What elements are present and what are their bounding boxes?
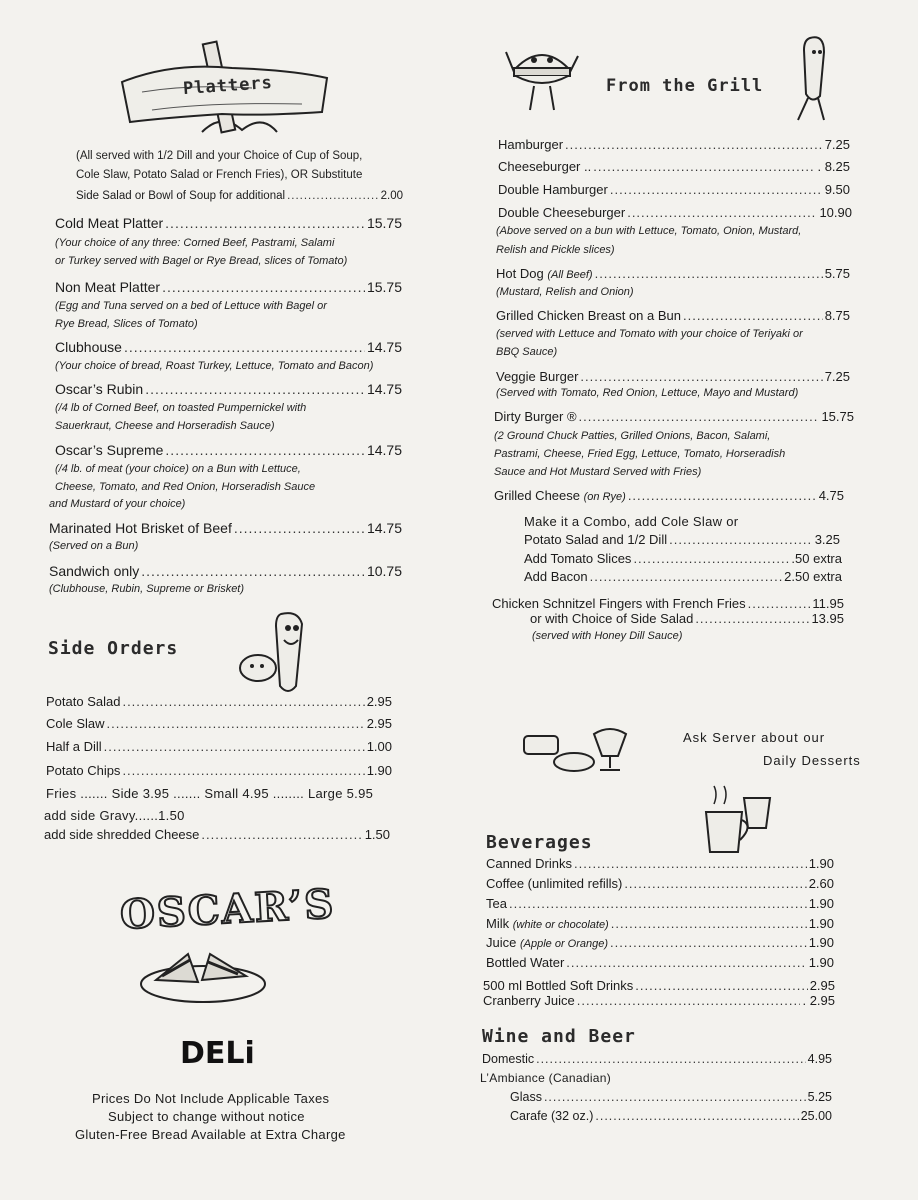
item-label: or with Choice of Side Salad bbox=[530, 611, 694, 626]
item-label: Sandwich only bbox=[49, 563, 140, 579]
beverages-title: Beverages bbox=[486, 832, 593, 853]
item-label: Cold Meat Platter bbox=[55, 215, 164, 231]
menu-item bbox=[486, 856, 834, 871]
item-price: 11.95 bbox=[812, 596, 844, 611]
menu-item bbox=[46, 739, 392, 754]
pickle-mascot-illustration bbox=[236, 606, 316, 696]
menu-item bbox=[46, 694, 392, 709]
item-note: or Turkey served with Bagel or Rye Bread, slices of Tomato) bbox=[55, 255, 348, 267]
lambiance-line: L’Ambiance (Canadian) bbox=[480, 1071, 612, 1085]
item-label bbox=[496, 266, 593, 281]
item-price: 1.50 bbox=[364, 827, 390, 842]
item-label: Bottled Water bbox=[486, 955, 565, 970]
item-price: 1.90 bbox=[808, 955, 834, 970]
item-note: (Served with Tomato, Red Onion, Lettuce, Mayo and Mustard) bbox=[496, 387, 799, 399]
item-label-note: (All Beef) bbox=[547, 269, 593, 281]
menu-item bbox=[46, 763, 392, 778]
item-label: Double Cheeseburger bbox=[498, 205, 626, 220]
item-note: (Clubhouse, Rubin, Supreme or Brisket) bbox=[49, 583, 245, 595]
menu-item bbox=[55, 442, 402, 458]
item-label: Potato Chips bbox=[46, 763, 121, 778]
item-note: (Served on a Bun) bbox=[49, 540, 139, 552]
platters-intro-line: Cole Slaw, Potato Salad or French Fries), OR Substitute bbox=[76, 169, 363, 181]
platters-intro-row bbox=[76, 190, 403, 202]
grill-title: From the Grill bbox=[606, 76, 764, 96]
item-price: . 8.25 bbox=[817, 159, 850, 174]
menu-item bbox=[498, 205, 852, 220]
item-price: 2.95 bbox=[366, 694, 392, 709]
item-price: 14.75 bbox=[366, 520, 402, 536]
item-price: 2.50 extra bbox=[784, 569, 842, 584]
item-note: BBQ Sauce) bbox=[496, 346, 558, 358]
item-price: 4.75 bbox=[818, 488, 844, 503]
menu-item bbox=[496, 308, 850, 323]
item-note: (/4 lb. of meat (your choice) on a Bun with Lettuce, bbox=[55, 463, 301, 475]
item-label: Hamburger bbox=[498, 137, 564, 152]
item-label: Double Hamburger bbox=[498, 182, 608, 197]
item-label bbox=[486, 935, 608, 950]
item-label: Dirty Burger ® bbox=[494, 409, 577, 424]
combo-item bbox=[524, 532, 840, 547]
item-label-text: Grilled Cheese bbox=[494, 488, 580, 503]
item-note: (/4 lb of Corned Beef, on toasted Pumpernickel with bbox=[55, 402, 307, 414]
menu-item bbox=[483, 978, 835, 993]
item-note: Sauerkraut, Cheese and Horseradish Sauce) bbox=[55, 420, 275, 432]
menu-item bbox=[498, 137, 850, 152]
combo-line: Make it a Combo, add Cole Slaw or bbox=[524, 514, 739, 529]
footer-note: Gluten-Free Bread Available at Extra Charge bbox=[75, 1127, 346, 1142]
item-note: (Your choice of bread, Roast Turkey, Lettuce, Tomato and Bacon) bbox=[55, 360, 374, 372]
item-price: 1.90 bbox=[366, 763, 392, 778]
item-price: 5.75 bbox=[824, 266, 850, 281]
menu-item bbox=[494, 409, 854, 424]
item-note: Cheese, Tomato, and Red Onion, Horseradish Sauce bbox=[55, 481, 316, 493]
item-label: Potato Salad bbox=[46, 694, 121, 709]
menu-item bbox=[44, 827, 390, 842]
item-price: 8.75 bbox=[824, 308, 850, 323]
item-label: Side Salad or Bowl of Soup for additional bbox=[76, 190, 286, 202]
menu-item bbox=[46, 716, 392, 731]
burger-mascot-illustration bbox=[504, 38, 580, 122]
item-price: 2.95 bbox=[366, 716, 392, 731]
menu-item bbox=[510, 1090, 832, 1104]
item-label: Add Tomato Slices bbox=[524, 551, 632, 566]
platters-intro-line: (All served with 1/2 Dill and your Choice of Cup of Soup, bbox=[76, 150, 363, 162]
item-price: 25.00 bbox=[800, 1109, 832, 1123]
item-price: 1.90 bbox=[808, 916, 834, 931]
menu-item bbox=[486, 916, 834, 931]
menu-item bbox=[55, 215, 402, 231]
item-note: (Above served on a bun with Lettuce, Tomato, Onion, Mustard, bbox=[496, 225, 802, 237]
item-price: 13.95 bbox=[811, 611, 844, 626]
item-price: 7.25 bbox=[824, 369, 850, 384]
item-label-text: Hot Dog bbox=[496, 266, 544, 281]
desserts-line: Daily Desserts bbox=[763, 753, 861, 768]
item-label: Tea bbox=[486, 896, 507, 911]
item-price: .50 extra bbox=[791, 551, 842, 566]
item-price: 2.00 bbox=[380, 190, 403, 202]
item-note: and Mustard of your choice) bbox=[49, 498, 186, 510]
item-price: 3.25 bbox=[814, 532, 840, 547]
wine-title: Wine and Beer bbox=[482, 1026, 636, 1047]
item-label: Non Meat Platter bbox=[55, 279, 161, 295]
item-label: Potato Salad and 1/2 Dill bbox=[524, 532, 668, 547]
item-price: 15.75 bbox=[366, 279, 402, 295]
deli-logo-text: DELi bbox=[180, 1036, 255, 1071]
item-label: Veggie Burger bbox=[496, 369, 579, 384]
item-label: Cole Slaw bbox=[46, 716, 105, 731]
item-price: . 2.95 bbox=[802, 993, 835, 1008]
footer-note: Prices Do Not Include Applicable Taxes bbox=[92, 1091, 330, 1106]
item-label: Half a Dill bbox=[46, 739, 102, 754]
item-label: Coffee (unlimited refills) bbox=[486, 876, 623, 891]
item-label: Canned Drinks bbox=[486, 856, 572, 871]
oscars-logo-text: OSCAR’S bbox=[118, 880, 337, 939]
item-price: 1.90 bbox=[808, 856, 834, 871]
item-note: Sauce and Hot Mustard Served with Fries) bbox=[494, 466, 702, 478]
menu-item bbox=[49, 520, 402, 536]
item-price: 1.00 bbox=[366, 739, 392, 754]
menu-item bbox=[486, 935, 834, 950]
menu-item bbox=[496, 369, 850, 384]
item-label-text: Juice bbox=[486, 935, 517, 950]
desserts-line: Ask Server about our bbox=[683, 730, 826, 745]
item-note: (Egg and Tuna served on a bed of Lettuce with Bagel or bbox=[55, 300, 327, 312]
item-note: (2 Ground Chuck Patties, Grilled Onions, Bacon, Salami, bbox=[494, 430, 771, 442]
item-price: 14.75 bbox=[366, 339, 402, 355]
menu-item bbox=[486, 876, 834, 891]
item-price: 10.90 bbox=[819, 205, 852, 220]
item-label: add side shredded Cheese bbox=[44, 827, 200, 842]
item-label-note: (white or chocolate) bbox=[512, 919, 609, 931]
item-note: (served with Honey Dill Sauce) bbox=[532, 630, 683, 642]
item-price: 9.50 bbox=[824, 182, 850, 197]
menu-item bbox=[483, 993, 835, 1008]
item-note: Pastrami, Cheese, Fried Egg, Lettuce, Tomato, Horseradish bbox=[494, 448, 786, 460]
menu-item bbox=[498, 159, 850, 174]
item-price: 2.95 bbox=[809, 978, 835, 993]
menu-item bbox=[486, 896, 834, 911]
item-label-note: (Apple or Orange) bbox=[519, 938, 609, 950]
menu-item bbox=[492, 596, 844, 611]
item-label: Domestic bbox=[482, 1052, 535, 1066]
item-label: Clubhouse bbox=[55, 339, 122, 355]
item-label: Chicken Schnitzel Fingers with French Fries bbox=[492, 596, 746, 611]
item-price: 1.90 bbox=[808, 896, 834, 911]
hotdog-mascot-illustration bbox=[790, 32, 840, 124]
item-note: Rye Bread, Slices of Tomato) bbox=[55, 318, 198, 330]
item-label: Cranberry Juice bbox=[483, 993, 575, 1008]
item-price: 4.95 bbox=[807, 1052, 832, 1066]
menu-item bbox=[482, 1052, 832, 1066]
item-price: 5.25 bbox=[807, 1090, 832, 1104]
item-price: 2.60 bbox=[808, 876, 834, 891]
combo-item bbox=[524, 551, 842, 566]
item-note: (served with Lettuce and Tomato with your choice of Teriyaki or bbox=[496, 328, 803, 340]
item-price: 14.75 bbox=[366, 442, 402, 458]
menu-item bbox=[530, 611, 844, 626]
mugs-illustration bbox=[700, 782, 780, 858]
item-price: 15.75 bbox=[366, 215, 402, 231]
menu-item bbox=[55, 279, 402, 295]
menu-item bbox=[49, 563, 402, 579]
item-label: Glass bbox=[510, 1090, 542, 1104]
item-label: Cheeseburger .. bbox=[498, 159, 592, 174]
menu-item bbox=[496, 266, 850, 281]
item-label: Add Bacon bbox=[524, 569, 588, 584]
item-price: 7.25 bbox=[824, 137, 850, 152]
item-price: 1.90 bbox=[808, 935, 834, 950]
desserts-illustration bbox=[518, 722, 634, 782]
item-note: Relish and Pickle slices) bbox=[496, 244, 615, 256]
item-label-note: (on Rye) bbox=[583, 491, 626, 503]
menu-item bbox=[55, 339, 402, 355]
item-label: Oscar’s Supreme bbox=[55, 442, 164, 458]
item-label: Grilled Chicken Breast on a Bun bbox=[496, 308, 681, 323]
gravy-line: add side Gravy......1.50 bbox=[44, 808, 185, 823]
fries-line: Fries ....... Side 3.95 ....... Small 4.95 ........ Large 5.95 bbox=[46, 786, 374, 801]
platters-title: Platters bbox=[182, 72, 274, 100]
menu-item bbox=[498, 182, 850, 197]
item-label bbox=[494, 488, 626, 503]
item-price: 10.75 bbox=[366, 563, 402, 579]
combo-item bbox=[524, 569, 842, 584]
sandwich-plate-illustration bbox=[138, 944, 268, 1006]
item-label: Oscar’s Rubin bbox=[55, 381, 144, 397]
item-label: 500 ml Bottled Soft Drinks bbox=[483, 978, 634, 993]
item-price: 15.75 bbox=[821, 409, 854, 424]
item-label: Carafe (32 oz.) bbox=[510, 1109, 594, 1123]
menu-item bbox=[55, 381, 402, 397]
menu-item bbox=[486, 955, 834, 970]
menu-item bbox=[510, 1109, 832, 1123]
item-label bbox=[486, 916, 609, 931]
footer-note: Subject to change without notice bbox=[108, 1109, 305, 1124]
side-orders-title: Side Orders bbox=[48, 638, 179, 659]
item-note: (Your choice of any three: Corned Beef, Pastrami, Salami bbox=[55, 237, 335, 249]
item-note: (Mustard, Relish and Onion) bbox=[496, 286, 634, 298]
item-label: Marinated Hot Brisket of Beef bbox=[49, 520, 232, 536]
item-price: 14.75 bbox=[366, 381, 402, 397]
item-label-text: Milk bbox=[486, 916, 510, 931]
menu-item bbox=[494, 488, 844, 503]
